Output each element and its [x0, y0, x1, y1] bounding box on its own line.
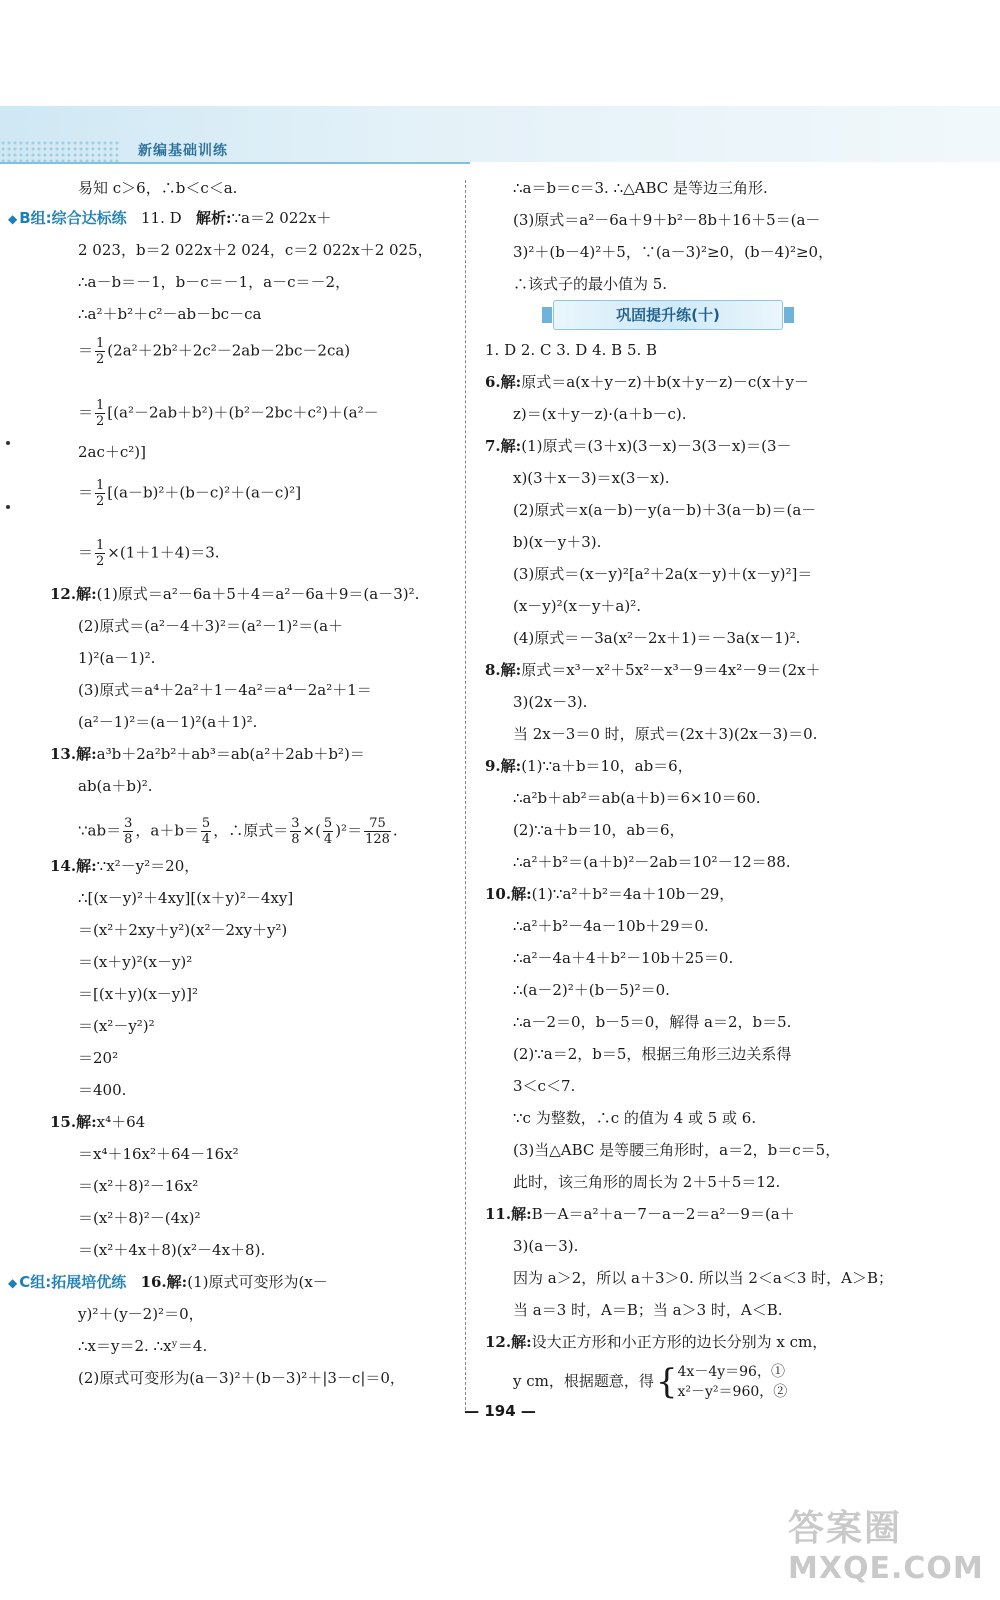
watermark-top-text: 答案圈: [788, 1508, 903, 1549]
text-line: (3)当△ABC 是等腰三角形时，a＝2，b＝c＝5，: [513, 1141, 841, 1159]
question-9: [485, 756, 693, 776]
text-line: ＝(x＋y)²(x－y)²: [78, 953, 193, 971]
fraction: [95, 478, 105, 509]
formula-line: [50, 816, 398, 847]
formula-line: [50, 538, 220, 569]
text-line: 2ac＋c²)]: [78, 443, 147, 461]
question-number: 12.: [485, 1333, 512, 1351]
text-line: ∴[(x－y)²＋4xy][(x＋y)²－4xy]: [78, 889, 294, 907]
solution-label: 解:: [500, 757, 522, 775]
equals-sign: ＝: [78, 403, 94, 422]
text: ∵ab＝: [78, 821, 122, 840]
margin-dot: [6, 505, 10, 509]
text: ×(: [302, 821, 321, 840]
text-line: (2)∵a＋b＝10，ab＝6，: [513, 821, 685, 839]
numerator: 5: [201, 816, 211, 831]
denominator: 4: [201, 832, 211, 847]
header-dot-pattern: [0, 140, 120, 162]
text-line: 当 a＝3 时，A＝B；当 a＞3 时，A＜B.: [513, 1301, 783, 1319]
text-line: (2)原式＝(a²－4＋3)²＝(a²－1)²＝(a＋: [78, 617, 344, 635]
text-line: b)(x－y＋3).: [513, 533, 602, 551]
question-number: 14.: [50, 857, 77, 875]
question-number: 16.: [140, 1273, 167, 1291]
section-tag-c: C组:拓展培优练: [19, 1273, 127, 1291]
formula-line: [50, 336, 350, 367]
solution-label: 解:: [511, 1333, 532, 1351]
text: ，a＋b＝: [135, 821, 199, 840]
text-line: z)＝(x＋y－z)·(a＋b－c).: [513, 405, 687, 423]
section-tag-b: B组:综合达标练: [19, 209, 127, 227]
question-number: 7.: [485, 437, 501, 455]
question-7: [485, 436, 792, 456]
text-line: ＝(x²＋4x＋8)(x²－4x＋8).: [78, 1241, 266, 1259]
text-line: ∴a－2＝0，b－5＝0，解得 a＝2，b＝5.: [513, 1013, 792, 1031]
numerator: 3: [291, 816, 300, 831]
text: y cm，根据题意，得: [513, 1372, 654, 1390]
denominator: 2: [96, 554, 105, 569]
text: B－A＝a²＋a－7－a－2＝a²－9＝(a＋: [531, 1205, 795, 1223]
question-6: [485, 372, 809, 392]
answers-1-5: 1. D 2. C 3. D 4. B 5. B: [485, 341, 658, 359]
page-number: — 194 —: [464, 1402, 536, 1420]
answer-11: 11. D: [140, 209, 182, 227]
watermark-bottom-text: MXQE.COM: [788, 1551, 984, 1586]
section-c-line: [8, 1272, 328, 1293]
margin-dot: [6, 441, 10, 445]
equals-sign: ＝: [78, 483, 94, 502]
page-number-value: 194: [484, 1402, 516, 1420]
question-number: 15.: [50, 1113, 77, 1131]
question-10: [485, 884, 734, 904]
text-line: ∴(a－2)²＋(b－5)²＝0.: [513, 981, 670, 999]
question-number: 13.: [50, 745, 77, 763]
fraction: [364, 816, 391, 847]
equation-1: 4x－4y＝96，①: [677, 1364, 785, 1380]
question-14: [50, 856, 199, 876]
text-line: (4)原式＝－3a(x²－2x＋1)＝－3a(x－1)².: [513, 629, 801, 647]
numerator: 1: [96, 478, 105, 493]
equals-sign: ＝: [78, 543, 94, 562]
diamond-icon: ◆: [8, 212, 18, 226]
text-line: ∴该式子的最小值为 5.: [513, 275, 668, 293]
question-12: [50, 584, 419, 604]
numerator: 1: [96, 538, 105, 553]
text-line: (2)原式＝x(a－b)－y(a－b)＋3(a－b)＝(a－: [513, 501, 817, 519]
text-line: ∴a＝b＝c＝3. ∴△ABC 是等边三角形.: [513, 179, 768, 197]
denominator: 2: [96, 352, 105, 367]
question-number: 9.: [485, 757, 501, 775]
text: (2a²＋2b²＋2c²－2ab－2bc－2ca): [107, 341, 351, 360]
question-number: 6.: [485, 373, 501, 391]
text-line: (x－y)²(x－y＋a)².: [513, 597, 642, 615]
diamond-icon: ◆: [8, 1276, 18, 1290]
equation-2: x²－y²＝960，②: [677, 1384, 788, 1400]
text-line: 易知 c＞6，∴b＜c＜a.: [78, 179, 238, 197]
header-rule: [0, 162, 470, 164]
numerator: 3: [124, 816, 133, 831]
numerator: 5: [323, 816, 333, 831]
solution-label: 解:: [76, 857, 97, 875]
text-line: 当 2x－3＝0 时，原式＝(2x＋3)(2x－3)＝0.: [513, 725, 818, 743]
system-line: [485, 1362, 787, 1402]
text-line: (a²－1)²＝(a－1)²(a＋1)².: [78, 713, 258, 731]
text-line: (3)原式＝a²－6a＋9＋b²－8b＋16＋5＝(a－: [513, 211, 821, 229]
text-line: ＝20²: [78, 1049, 119, 1067]
question-number: 12.: [50, 585, 77, 603]
brace-icon: {: [655, 1362, 678, 1402]
text: 设大正方形和小正方形的边长分别为 x cm，: [531, 1333, 828, 1351]
text: (1)∵a²＋b²＝4a＋10b－29，: [531, 885, 735, 903]
text-line: 此时，该三角形的周长为 2＋5＋5＝12.: [513, 1173, 781, 1191]
text-line: ＝[(x＋y)(x－y)]²: [78, 985, 198, 1003]
question-11: [485, 1204, 795, 1224]
text-line: x)(3＋x－3)＝x(3－x).: [513, 469, 670, 487]
analysis-label: 解析:: [195, 209, 232, 227]
equation-lines: [678, 1362, 788, 1402]
text: [(a²－2ab＋b²)＋(b²－2bc＋c²)＋(a²－: [107, 403, 379, 422]
denominator: 8: [124, 832, 133, 847]
text: 原式＝x³－x²＋5x²－x³－9＝4x²－9＝(2x＋: [521, 661, 821, 679]
text: (1)原式可变形为(x－: [187, 1273, 328, 1291]
question-number: 8.: [485, 661, 501, 679]
text-line: 2 023，b＝2 022x＋2 024，c＝2 022x＋2 025，: [78, 241, 433, 259]
text: )²＝: [335, 821, 363, 840]
question-number: 11.: [485, 1205, 512, 1223]
text-line: ＝(x²＋8)²－(4x)²: [78, 1209, 201, 1227]
text-line: ∵c 为整数，∴c 的值为 4 或 5 或 6.: [513, 1109, 757, 1127]
text: .: [392, 821, 398, 840]
text-line: ＝400.: [78, 1081, 127, 1099]
text-line: ∴a²b＋ab²＝ab(a＋b)＝6×10＝60.: [513, 789, 761, 807]
section-b-line: [8, 208, 331, 229]
solution-label: 解:: [511, 1205, 532, 1223]
text-line: y)²＋(y－2)²＝0，: [78, 1305, 204, 1323]
solution-label: 解:: [76, 1113, 97, 1131]
denominator: 2: [96, 494, 105, 509]
solution-label: 解:: [166, 1273, 188, 1291]
question-number: 10.: [485, 885, 512, 903]
solution-label: 解:: [76, 745, 97, 763]
section-banner: 巩固提升练(十): [553, 300, 783, 330]
fraction: [95, 336, 105, 367]
text-line: ＝(x²－y²)²: [78, 1017, 155, 1035]
solution-label: 解:: [500, 373, 522, 391]
fraction: [201, 816, 211, 847]
question-12: [485, 1332, 827, 1352]
text: [(a－b)²＋(b－c)²＋(a－c)²]: [107, 483, 302, 502]
text: ，∴原式＝: [213, 821, 289, 840]
question-8: [485, 660, 821, 680]
fraction: [123, 816, 133, 847]
equals-sign: ＝: [78, 341, 94, 360]
solution-label: 解:: [511, 885, 532, 903]
text: ∵x²－y²＝20，: [96, 857, 200, 875]
header-title: 新编基础训练: [138, 143, 228, 159]
text: (1)∵a＋b＝10，ab＝6，: [521, 757, 693, 775]
text-line: ∴a²＋b²＝(a＋b)²－2ab＝10²－12＝88.: [513, 853, 791, 871]
text-line: ∴a²＋b²－4a－10b＋29＝0.: [513, 917, 709, 935]
formula-line: [50, 478, 301, 509]
fraction: [95, 398, 105, 429]
text-line: (2)原式可变形为(a－3)²＋(b－3)²＋|3－c|＝0，: [78, 1369, 405, 1387]
denominator: 4: [323, 832, 333, 847]
text-line: 3)²＋(b－4)²＋5，∵(a－3)²≥0，(b－4)²≥0，: [513, 243, 834, 261]
fraction: [323, 816, 333, 847]
text-line: ∵a＝2 022x＋: [231, 209, 332, 227]
text-line: 3)(2x－3).: [513, 693, 588, 711]
text-line: ∴a²＋b²＋c²－ab－bc－ca: [78, 305, 262, 323]
text: (1)原式＝(3＋x)(3－x)－3(3－x)＝(3－: [521, 437, 792, 455]
numerator: 75: [364, 816, 391, 832]
fraction: [95, 538, 105, 569]
watermark-logo: [788, 1500, 984, 1590]
equation-system: [656, 1362, 787, 1402]
text-line: ∴a²－4a＋4＋b²－10b＋25＝0.: [513, 949, 734, 967]
text-line: 3)(a－3).: [513, 1237, 579, 1255]
solution-label: 解:: [500, 661, 522, 679]
text-line: ＝x⁴＋16x²＋64－16x²: [78, 1145, 239, 1163]
text-line: ＝(x²＋8)²－16x²: [78, 1177, 199, 1195]
denominator: 8: [291, 832, 300, 847]
text: ×(1＋1＋4)＝3.: [107, 543, 220, 562]
text-line: 因为 a＞2，所以 a＋3＞0. 所以当 2＜a＜3 时，A＞B；: [513, 1269, 894, 1287]
column-divider: [465, 180, 466, 1410]
text-line: (3)原式＝a⁴＋2a²＋1－4a²＝a⁴－2a²＋1＝: [78, 681, 372, 699]
question-15: [50, 1112, 145, 1132]
fraction: [290, 816, 300, 847]
solution-label: 解:: [500, 437, 522, 455]
text-line: ab(a＋b)².: [78, 777, 153, 795]
text: (1)原式＝a²－6a＋5＋4＝a²－6a＋9＝(a－3)².: [96, 585, 420, 603]
text-line: (3)原式＝(x－y)²[a²＋2a(x－y)＋(x－y)²]＝: [513, 565, 813, 583]
text-line: ＝(x²＋2xy＋y²)(x²－2xy＋y²): [78, 921, 288, 939]
text: a³b＋2a²b²＋ab³＝ab(a²＋2ab＋b²)＝: [96, 745, 365, 763]
text: x⁴＋64: [96, 1113, 146, 1131]
text-line: 1)²(a－1)².: [78, 649, 156, 667]
text-line: ∴x＝y＝2. ∴xʸ＝4.: [78, 1337, 208, 1355]
numerator: 1: [96, 336, 105, 351]
denominator: 2: [96, 414, 105, 429]
solution-label: 解:: [76, 585, 97, 603]
text-line: ∴a－b＝－1，b－c＝－1，a－c＝－2，: [78, 273, 351, 291]
formula-line: [50, 398, 379, 429]
denominator: 128: [365, 832, 390, 847]
question-13: [50, 744, 365, 764]
text-line: 3＜c＜7.: [513, 1077, 576, 1095]
text-line: (2)∵a＝2，b＝5，根据三角形三边关系得: [513, 1045, 792, 1063]
numerator: 1: [96, 398, 105, 413]
text: 原式＝a(x＋y－z)＋b(x＋y－z)－c(x＋y－: [521, 373, 810, 391]
